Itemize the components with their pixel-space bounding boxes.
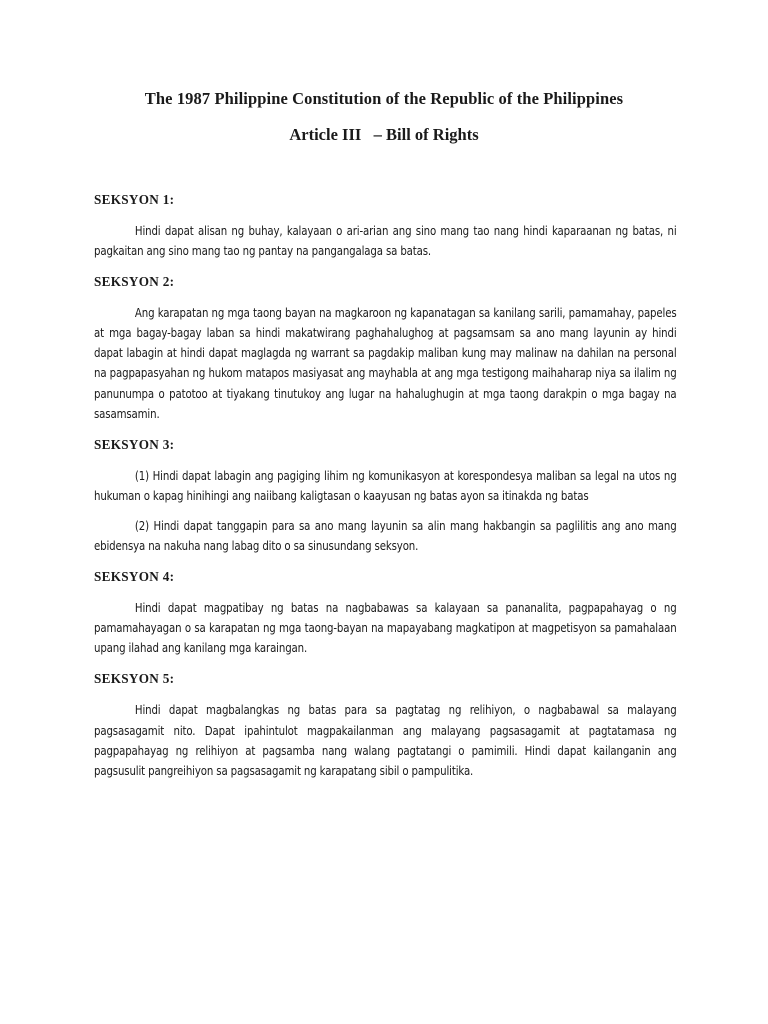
section-2 <box>94 272 677 424</box>
section-paragraph: (1) Hindi dapat labagin ang pagiging lihim ng komunikasyon at korespondesya maliban sa legal na utos ng hukuman o kapag hinihingi ang naiibang kaligtasan o kaayusan ng batas ayon sa itinakda ng batas <box>94 468 677 503</box>
section-5 <box>94 669 677 780</box>
section-heading: SEKSYON 3: <box>94 436 175 452</box>
section-4 <box>94 567 677 658</box>
document-subtitle: Article III – Bill of Rights <box>289 125 479 144</box>
section-paragraph: Hindi dapat magpatibay ng batas na nagbabawas sa kalayaan sa pananalita, pagpapahayag o ng pamamahayagan o sa karapatan ng mga taong-bayan na mapayabang magkatipon at magpetisyon sa pamahalaan upang ilahad ang kanilang mga karaingan. <box>94 601 677 656</box>
section-3 <box>94 435 677 556</box>
section-heading: SEKSYON 5: <box>94 671 175 687</box>
section-paragraph: Hindi dapat magbalangkas ng batas para sa pagtatag ng relihiyon, o nagbabawal sa malayang pagsasagamit nito. Dapat ipahintulot magpakailanman ang malayang pagsasagamit at pagtatamasa ng pagpapahayag ng relihiyon at pagsamba nang walang pagtatangi o pamimili. Hindi dapat kailanganin ang pagsusulit pangreihiyon sa pagsasagamit ng karapatang sibil o pampulitika. <box>94 703 677 778</box>
section-paragraph: Hindi dapat alisan ng buhay, kalayaan o ari-arian ang sino mang tao nang hindi kaparaanan ng batas, ni pagkaitan ang sino mang tao ng pantay na pangangalaga sa batas. <box>94 224 677 259</box>
section-heading: SEKSYON 4: <box>94 569 175 585</box>
document-title: The 1987 Philippine Constitution of the Republic of the Philippines <box>144 89 624 108</box>
section-paragraph: (2) Hindi dapat tanggapin para sa ano mang layunin sa alin mang hakbangin sa paglilitis ang ano mang ebidensya na nakuha nang labag dito o sa sinusundang seksyon. <box>94 518 677 554</box>
section-1 <box>94 190 677 261</box>
section-paragraph: Ang karapatan ng mga taong bayan na magkaroon ng kapanatagan sa kanilang sarili, pamamahay, papeles at mga bagay-bagay laban sa hindi makatwirang paghahalughog at pagsamsam sa ano mang layunin ay hindi dapat labagin at hindi dapat maglagda ng warrant sa pagdakip maliban kung may malinaw na dahilan na personal na pagpapasyahan ng hukom matapos masiyasat ang mayhabla at ang mga testigong maihaharap niya sa ilalim ng panunumpa o patotoo at tiyakang tinutukoy ang lugar na hahalughugin at mga taong darakpin o mga bagay na sasamsamin. <box>94 306 677 421</box>
section-heading: SEKSYON 2: <box>94 274 175 290</box>
section-heading: SEKSYON 1: <box>94 192 175 207</box>
